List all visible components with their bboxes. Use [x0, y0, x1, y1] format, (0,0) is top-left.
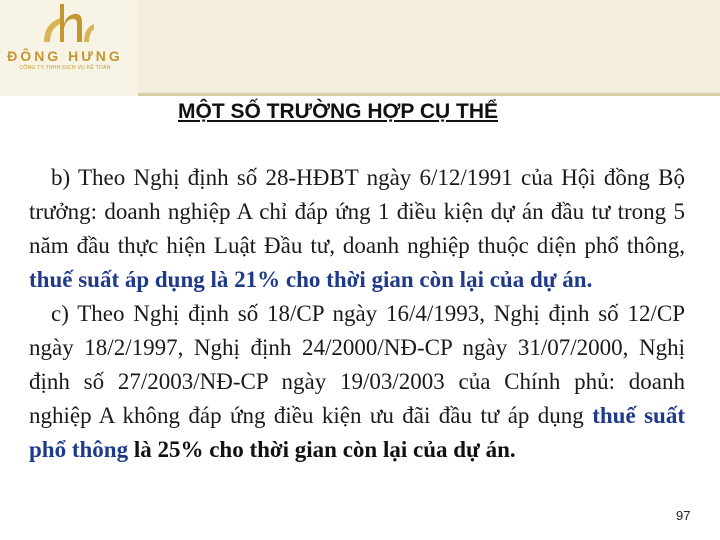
logo-subtitle: CÔNG TY TNHH DỊCH VỤ KẾ TOÁN: [19, 65, 111, 71]
paragraph-b-highlight: thuế suất áp dụng là 21%: [29, 267, 281, 292]
page-title: MỘT SỐ TRƯỜNG HỢP CỤ THỂ: [178, 100, 499, 123]
paragraph-c-emphasis: là 25% cho thời gian còn lại của dự án.: [133, 437, 516, 462]
paragraph-c-highlight: thuế suất phổ thông: [29, 403, 685, 462]
page-number: 97: [676, 508, 691, 523]
paragraph-b-emphasis: cho thời gian còn lại của dự án.: [285, 267, 593, 292]
logo-emblem-icon: [22, 2, 108, 50]
slide-body: [29, 161, 685, 467]
paragraph-c-text: c) Theo Nghị định số 18/CP ngày 16/4/1993, Nghị định số 12/CP ngày 18/2/1997, Nghị định 24/2000/NĐ-CP ngày 31/07/2000, Nghị định số 27/2003/NĐ-CP ngày 19/03/2003 của Chính phủ: doanh nghiệp A không đáp ứng điều kiện ưu đãi đầu tư áp dụng: [29, 301, 685, 428]
header-divider: [138, 93, 720, 96]
paragraph-b: [29, 161, 685, 297]
paragraph-b-text: b) Theo Nghị định số 28-HĐBT ngày 6/12/1991 của Hội đồng Bộ trưởng: doanh nghiệp A chỉ đáp ứng 1 điều kiện dự án đầu tư trong 5 năm đầu thực hiện Luật Đầu tư, doanh nghiệp thuộc diện phổ thông,: [29, 165, 685, 258]
company-logo: [0, 0, 138, 96]
paragraph-c: [29, 297, 685, 467]
logo-name: ĐÔNG HƯNG: [7, 48, 123, 64]
